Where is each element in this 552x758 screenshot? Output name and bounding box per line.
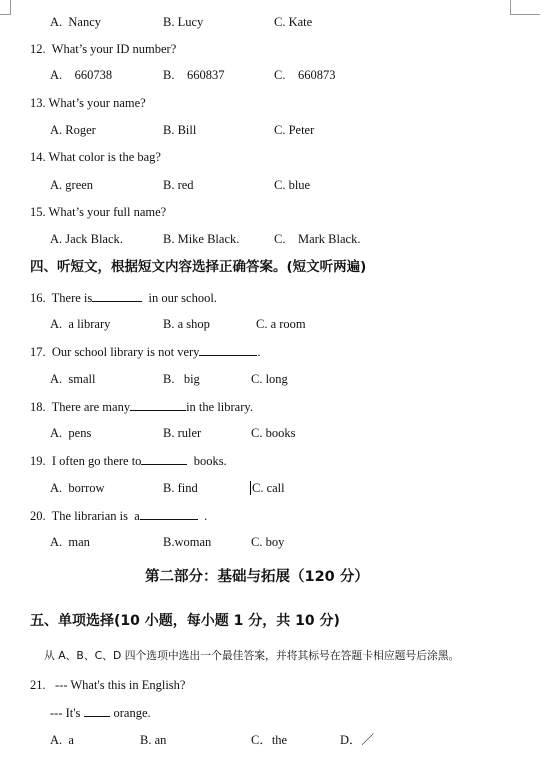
q21-option-d: D．／	[340, 733, 375, 747]
q19-blank	[141, 452, 187, 465]
q17-option-a: A. small	[50, 372, 96, 386]
q12-option-c: C. 660873	[274, 68, 336, 82]
q15-option-c: C. Mark Black.	[274, 232, 361, 246]
q17-blank	[199, 343, 257, 356]
q19-option-a: A. borrow	[50, 481, 105, 495]
q11-option-b: B. Lucy	[163, 15, 204, 29]
q21-option-b: B. an	[140, 733, 167, 747]
q11-option-a: A. Nancy	[50, 15, 102, 29]
q21-option-c: C．the	[251, 733, 288, 747]
q17-option-c: C. long	[251, 372, 288, 386]
q20-option-a: A. man	[50, 535, 90, 549]
q16-option-b: B. a shop	[163, 317, 210, 331]
q18-blank	[130, 398, 186, 411]
q20-option-b: B.woman	[163, 535, 212, 549]
q21-blank	[84, 704, 110, 717]
q20-stem	[30, 507, 207, 524]
section-5-instruction: 从 A、B、C、D 四个选项中选出一个最佳答案，并将其标号在答题卡相应题号后涂黑。	[44, 649, 460, 662]
section-4-heading: 四、听短文，根据短文内容选择正确答案。(短文听两遍)	[30, 259, 367, 275]
q12-option-a: A. 660738	[50, 68, 113, 82]
q18-option-b: B. ruler	[163, 426, 202, 440]
q18-stem	[30, 398, 253, 415]
corner-mark-right-v	[510, 0, 511, 14]
q13-stem: 13. What’s your name?	[30, 96, 146, 110]
q21-answer-b: orange.	[110, 706, 151, 720]
q18-stem-a: 18. There are many	[30, 400, 131, 414]
corner-mark-left-h	[0, 14, 11, 15]
q18-option-a: A. pens	[50, 426, 92, 440]
q16-option-c: C. a room	[256, 317, 306, 331]
q20-stem-b: .	[197, 509, 208, 523]
q14-option-a: A. green	[50, 178, 94, 192]
q19-stem	[30, 452, 227, 469]
corner-mark-right-h	[510, 14, 540, 15]
part-2-heading: 第二部分：基础与拓展（120 分）	[145, 569, 369, 585]
q19-option-b: B. find	[163, 481, 198, 495]
q19-option-c: C. call	[252, 481, 285, 495]
q14-option-c: C. blue	[274, 178, 311, 192]
section-5-heading: 五、单项选择(10 小题，每小题 1 分，共 10 分)	[30, 613, 340, 629]
q19-stem-b: books.	[187, 454, 227, 468]
q11-option-c: C. Kate	[274, 15, 313, 29]
q12-option-b: B. 660837	[163, 68, 225, 82]
q21-option-a: A. a	[50, 733, 74, 747]
q15-option-b: B. Mike Black.	[163, 232, 240, 246]
q16-stem	[30, 289, 217, 306]
q16-stem-a: 16. There is	[30, 291, 93, 305]
text-cursor	[250, 481, 251, 495]
q16-option-a: A. a library	[50, 317, 111, 331]
q21-answer-a: --- It's	[50, 706, 81, 720]
q17-stem	[30, 343, 261, 360]
q15-option-a: A. Jack Black.	[50, 232, 123, 246]
q13-option-b: B. Bill	[163, 123, 197, 137]
q17-option-b: B. big	[163, 372, 200, 386]
q19-stem-a: 19. I often go there to	[30, 454, 142, 468]
q18-stem-b: in the library.	[186, 400, 253, 414]
q13-option-c: C. Peter	[274, 123, 315, 137]
q21-answer-line	[50, 704, 151, 721]
q16-blank	[92, 289, 142, 302]
q14-option-b: B. red	[163, 178, 194, 192]
q20-stem-a: 20. The librarian is a	[30, 509, 140, 523]
q16-stem-b: in our school.	[142, 291, 217, 305]
q20-blank	[140, 507, 198, 520]
q20-option-c: C. boy	[251, 535, 285, 549]
q15-stem: 15. What’s your full name?	[30, 205, 167, 219]
q17-stem-b: .	[257, 345, 261, 359]
q13-option-a: A. Roger	[50, 123, 96, 137]
q12-stem: 12. What’s your ID number?	[30, 42, 177, 56]
q14-stem: 14. What color is the bag?	[30, 150, 161, 164]
q18-option-c: C. books	[251, 426, 296, 440]
corner-mark-left-v	[10, 0, 11, 14]
q17-stem-a: 17. Our school library is not very	[30, 345, 200, 359]
q21-stem: 21. --- What's this in English?	[30, 678, 186, 692]
